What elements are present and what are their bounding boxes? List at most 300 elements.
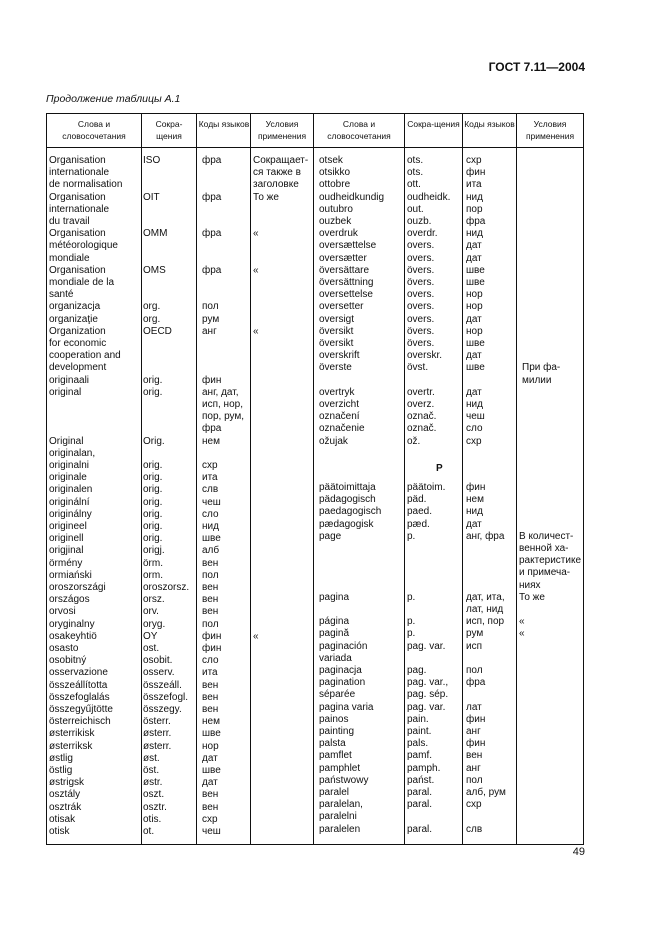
column-divider xyxy=(404,113,405,845)
abbreviation-cell: org. xyxy=(143,313,161,325)
word-cell: origjinal xyxy=(49,545,84,557)
word-cell: overzicht xyxy=(319,399,360,410)
center-divider xyxy=(313,113,314,845)
abbreviation-cell: orig. xyxy=(143,533,163,545)
language-code-cell: нем xyxy=(466,494,484,506)
abbreviation-cell: orig. xyxy=(143,472,163,484)
language-code-cell: нид xyxy=(466,506,483,518)
condition-cell: То же xyxy=(253,191,279,203)
abbreviation-cell: ISO xyxy=(143,155,161,166)
word-cell: országos xyxy=(49,594,90,606)
condition-cell: « xyxy=(253,630,259,642)
abbreviation-cell: orig. xyxy=(143,484,163,496)
abbreviation-cell: overskr. xyxy=(407,350,443,362)
word-cell: page xyxy=(319,530,342,542)
abbreviation-cell: p. xyxy=(407,591,416,603)
language-code-cell: шве xyxy=(466,362,485,374)
word-cell: originaali xyxy=(49,374,90,386)
word-cell: mondiale xyxy=(49,252,90,264)
standard-number: ГОСТ 7.11—2004 xyxy=(488,60,585,74)
language-code-cell: лат xyxy=(466,701,482,713)
abbreviation-cell: ots. xyxy=(407,155,424,166)
language-code-cell: анг, дат, xyxy=(202,386,239,398)
language-code-cell: дат xyxy=(202,752,218,764)
abbreviation-cell: oroszorsz. xyxy=(143,582,190,593)
word-cell: összefoglalás xyxy=(49,691,110,703)
language-code-cell: слв xyxy=(466,823,483,835)
word-cell: originell xyxy=(49,533,84,545)
abbreviation-cell: otis. xyxy=(143,813,162,825)
word-cell: paralelen xyxy=(319,823,361,835)
word-cell: översättning xyxy=(319,277,374,288)
condition-cell: Сокращает- xyxy=(253,155,309,166)
header-language-codes: Коды языков xyxy=(198,119,250,129)
abbreviation-cell: pamph. xyxy=(407,762,441,774)
language-code-cell: дат xyxy=(466,252,482,264)
word-cell: paedagogisch xyxy=(319,506,382,518)
language-code-cell: схр xyxy=(202,460,218,471)
word-cell: paginación xyxy=(319,640,368,652)
abbreviation-cell: övers. xyxy=(407,325,435,337)
abbreviation-cell: pamf. xyxy=(407,750,433,762)
language-code-cell: фра xyxy=(202,264,222,276)
word-cell: pagina xyxy=(319,591,350,603)
abbreviation-cell: p. xyxy=(407,616,416,628)
header-language-codes: Коды языков xyxy=(464,119,515,129)
condition-cell: и примеча- xyxy=(519,567,571,579)
abbreviation-cell: p. xyxy=(407,530,416,542)
word-cell: originální xyxy=(49,496,90,508)
language-code-cell: фра xyxy=(202,423,222,435)
abbreviation-cell: østr. xyxy=(143,777,163,789)
language-code-cell: нид xyxy=(466,399,483,410)
abbreviation-cell: overs. xyxy=(407,252,435,264)
language-code-cell: схр xyxy=(466,155,482,166)
language-code-cell: алб, рум xyxy=(466,787,506,798)
language-code-cell: сло xyxy=(202,655,219,667)
word-cell: österreichisch xyxy=(49,716,111,728)
abbreviation-cell: orm. xyxy=(143,569,163,581)
abbreviation-cell: OMM xyxy=(143,228,168,240)
abbreviation-cell: państ. xyxy=(407,774,435,786)
word-cell: variada xyxy=(319,652,352,664)
abbreviation-cell: összegy. xyxy=(143,704,182,715)
word-cell: pædagogisk xyxy=(319,518,374,530)
abbreviation-cell: paral. xyxy=(407,799,433,811)
word-cell: overtryk xyxy=(319,386,355,398)
word-cell: Original xyxy=(49,435,84,447)
language-code-cell: анг xyxy=(202,325,217,337)
abbreviation-cell: päätoim. xyxy=(407,482,446,493)
abbreviation-cell: örm. xyxy=(143,557,163,569)
language-code-cell: сло xyxy=(202,508,219,520)
word-cell: osservazione xyxy=(49,667,108,679)
abbreviation-cell: ost. xyxy=(143,643,160,654)
word-cell: for economic xyxy=(49,338,107,349)
word-cell: oversettelse xyxy=(319,289,373,301)
word-cell: organizacja xyxy=(49,301,101,313)
language-code-cell: ита xyxy=(202,472,218,484)
condition-cell: То же xyxy=(519,591,545,603)
word-cell: otisak xyxy=(49,813,76,825)
condition-cell: рактеристике xyxy=(519,555,582,567)
abbreviation-cell: Orig. xyxy=(143,435,165,447)
word-cell: østlig xyxy=(49,752,73,764)
language-code-cell: анг, фра xyxy=(466,530,505,542)
condition-cell: В количест- xyxy=(519,530,574,542)
word-cell: oudheidkundig xyxy=(319,191,385,203)
word-cell: pädagogisch xyxy=(319,494,376,506)
word-cell: otisk xyxy=(49,826,70,837)
abbreviation-cell: pain. xyxy=(407,713,429,725)
word-cell: overskrift xyxy=(319,350,360,362)
abbreviation-cell: ož. xyxy=(407,435,421,447)
language-code-cell: пор, рум, xyxy=(202,411,245,423)
abbreviation-cell: østerr. xyxy=(143,740,172,752)
header-abbreviations: Сокра-щения xyxy=(407,119,460,129)
language-code-cell: фин xyxy=(466,713,486,725)
condition-cell: « xyxy=(253,228,259,240)
word-cell: orvosi xyxy=(49,606,76,618)
language-code-cell: вен xyxy=(202,594,219,606)
word-cell: painos xyxy=(319,713,349,725)
language-code-cell: алб xyxy=(202,545,220,557)
language-code-cell: чеш xyxy=(466,411,485,423)
word-cell: outubro xyxy=(319,203,353,215)
table-caption: Продолжение таблицы А.1 xyxy=(46,93,181,105)
word-cell: oversetter xyxy=(319,301,364,313)
column-divider xyxy=(141,113,142,845)
abbreviation-cell: osztr. xyxy=(143,801,167,813)
language-code-cell: пол xyxy=(466,665,483,676)
language-code-cell: анг xyxy=(466,726,481,737)
word-cell: paralelan, xyxy=(319,799,363,811)
language-code-cell: анг xyxy=(466,762,481,774)
language-code-cell: фин xyxy=(466,738,486,750)
language-code-cell: шве xyxy=(202,533,221,545)
language-code-cell: шве xyxy=(466,277,485,288)
column-divider xyxy=(196,113,197,845)
language-code-cell: нор xyxy=(202,740,219,752)
language-code-cell: вен xyxy=(202,606,219,618)
word-cell: palsta xyxy=(319,738,346,750)
language-code-cell: чеш xyxy=(202,496,221,508)
word-cell: østerrikisk xyxy=(49,728,95,740)
language-code-cell: вен xyxy=(202,679,219,691)
word-cell: översättare xyxy=(319,264,370,276)
word-cell: označení xyxy=(319,411,360,423)
word-cell: internationale xyxy=(49,203,110,215)
language-code-cell: фин xyxy=(202,374,222,386)
abbreviation-cell: origj. xyxy=(143,545,165,557)
abbreviation-cell: paral. xyxy=(407,787,433,798)
language-code-cell: вен xyxy=(202,801,219,813)
language-code-cell: слв xyxy=(202,484,219,496)
language-code-cell: дат xyxy=(466,386,482,398)
abbreviation-cell: orig. xyxy=(143,460,163,471)
abbreviation-cell: označ. xyxy=(407,423,437,435)
abbreviation-cell: overtr. xyxy=(407,386,435,398)
abbreviation-cell: paed. xyxy=(407,506,433,518)
abbreviation-cell: összeáll. xyxy=(143,679,182,691)
language-code-cell: фра xyxy=(466,677,486,689)
language-code-cell: лат, нид xyxy=(466,604,504,615)
abbreviation-cell: orsz. xyxy=(143,594,165,606)
word-cell: pagină xyxy=(319,628,350,640)
abbreviation-cell: összefogl. xyxy=(143,691,189,703)
language-code-cell: вен xyxy=(202,704,219,715)
word-cell: ouzbek xyxy=(319,216,352,227)
language-code-cell: сло xyxy=(466,423,483,435)
abbreviation-cell: overs. xyxy=(407,313,435,325)
language-code-cell: шве xyxy=(466,338,485,349)
abbreviation-cell: oryg. xyxy=(143,618,166,630)
language-code-cell: рум xyxy=(466,628,484,640)
header-conditions: Условия применения xyxy=(525,119,575,141)
word-cell: østerriksk xyxy=(49,740,93,752)
language-code-cell: фра xyxy=(202,191,222,203)
abbreviation-cell: övers. xyxy=(407,277,435,288)
word-cell: osztrák xyxy=(49,801,82,813)
language-code-cell: фин xyxy=(202,643,222,654)
abbreviation-cell: pag. var. xyxy=(407,701,446,713)
word-cell: original xyxy=(49,386,82,398)
abbreviation-cell: öst. xyxy=(143,765,160,776)
abbreviation-cell: označ. xyxy=(407,411,437,423)
language-code-cell: пол xyxy=(202,618,219,630)
word-cell: ormiański xyxy=(49,569,92,581)
language-code-cell: вен xyxy=(202,557,219,569)
word-cell: översikt xyxy=(319,325,354,337)
page-number: 49 xyxy=(572,846,585,858)
language-code-cell: ита xyxy=(202,667,218,679)
language-code-cell: нид xyxy=(466,191,483,203)
column-divider xyxy=(250,113,251,845)
abbreviation-cell: øst. xyxy=(143,752,160,764)
word-cell: météorologique xyxy=(49,240,118,252)
abbreviation-cell: oudheidk. xyxy=(407,191,451,203)
language-code-cell: фин xyxy=(466,167,486,179)
word-cell: oroszországi xyxy=(49,582,106,593)
word-cell: originalan, xyxy=(49,447,96,459)
word-cell: originalen xyxy=(49,484,93,496)
word-cell: mondiale de la xyxy=(49,277,115,288)
abbreviation-cell: ots. xyxy=(407,167,424,179)
abbreviation-cell: pag. sép. xyxy=(407,689,449,701)
condition-cell: « xyxy=(519,616,525,628)
word-cell: paralelni xyxy=(319,811,357,823)
abbreviation-cell: OIT xyxy=(143,191,160,203)
section-letter-p: P xyxy=(436,463,443,474)
abbreviation-cell: OECD xyxy=(143,325,172,337)
word-cell: oversætter xyxy=(319,252,367,264)
word-cell: pamflet xyxy=(319,750,352,762)
word-cell: Organisation xyxy=(49,155,106,166)
language-code-cell: нор xyxy=(466,325,483,337)
column-divider xyxy=(462,113,463,845)
abbreviation-cell: orv. xyxy=(143,606,159,618)
language-code-cell: рум xyxy=(202,313,220,325)
word-cell: östlig xyxy=(49,765,73,776)
language-code-cell: исп xyxy=(466,640,483,652)
word-cell: Organisation xyxy=(49,191,106,203)
abbreviation-cell: orig. xyxy=(143,521,163,532)
abbreviation-cell: p. xyxy=(407,628,416,640)
word-cell: oversættelse xyxy=(319,240,377,252)
language-code-cell: дат xyxy=(466,518,482,530)
language-code-cell: фин xyxy=(466,482,486,493)
language-code-cell: исп, нор, xyxy=(202,399,243,410)
language-code-cell: исп, пор xyxy=(466,616,505,628)
table-frame xyxy=(46,113,584,845)
word-cell: originale xyxy=(49,472,87,484)
abbreviation-cell: pag. var., xyxy=(407,677,449,689)
word-cell: osakeyhtiö xyxy=(49,630,97,642)
header-words: Слова и словосочетания xyxy=(327,119,391,141)
word-cell: państwowy xyxy=(319,774,369,786)
language-code-cell: ита xyxy=(466,179,482,191)
language-code-cell: пол xyxy=(202,301,219,313)
abbreviation-cell: out. xyxy=(407,203,424,215)
language-code-cell: пол xyxy=(466,774,483,786)
abbreviation-cell: österr. xyxy=(143,716,171,728)
header-words: Слова и словосочетания xyxy=(62,119,126,141)
language-code-cell: нид xyxy=(202,521,219,532)
abbreviation-cell: orig. xyxy=(143,386,163,398)
word-cell: osztály xyxy=(49,789,81,801)
word-cell: santé xyxy=(49,289,74,301)
language-code-cell: пор xyxy=(466,203,483,215)
language-code-cell: шве xyxy=(202,765,221,776)
word-cell: paginacja xyxy=(319,665,362,676)
abbreviation-cell: ouzb. xyxy=(407,216,432,227)
abbreviation-cell: overz. xyxy=(407,399,435,410)
word-cell: cooperation and xyxy=(49,350,121,362)
language-code-cell: фра xyxy=(466,216,486,227)
word-cell: överste xyxy=(319,362,352,374)
word-cell: otsek xyxy=(319,155,343,166)
word-cell: Organisation xyxy=(49,228,106,240)
word-cell: összegyűjtötte xyxy=(49,704,113,715)
language-code-cell: фин xyxy=(202,630,222,642)
language-code-cell: схр xyxy=(466,435,482,447)
language-code-cell: схр xyxy=(466,799,482,811)
language-code-cell: шве xyxy=(202,728,221,740)
word-cell: séparée xyxy=(319,689,356,701)
language-code-cell: пол xyxy=(202,569,219,581)
word-cell: ottobre xyxy=(319,179,351,191)
header-conditions: Условия применения xyxy=(257,119,307,141)
condition-cell: « xyxy=(253,325,259,337)
word-cell: pagina varia xyxy=(319,701,374,713)
language-code-cell: схр xyxy=(202,813,218,825)
column-divider xyxy=(516,113,517,845)
abbreviation-cell: övers. xyxy=(407,264,435,276)
word-cell: pagination xyxy=(319,677,366,689)
word-cell: osobitný xyxy=(49,655,87,667)
abbreviation-cell: orig. xyxy=(143,374,163,386)
word-cell: originalni xyxy=(49,460,90,471)
word-cell: página xyxy=(319,616,350,628)
language-code-cell: шве xyxy=(466,264,485,276)
abbreviation-cell: orig. xyxy=(143,496,163,508)
word-cell: østrigsk xyxy=(49,777,84,789)
word-cell: ožujak xyxy=(319,435,348,447)
language-code-cell: нор xyxy=(466,301,483,313)
abbreviation-cell: osserv. xyxy=(143,667,175,679)
language-code-cell: дат, ита, xyxy=(466,591,505,603)
language-code-cell: вен xyxy=(202,789,219,801)
word-cell: örmény xyxy=(49,557,83,569)
language-code-cell: нид xyxy=(466,228,483,240)
abbreviation-cell: paint. xyxy=(407,726,432,737)
word-cell: overdruk xyxy=(319,228,358,240)
word-cell: označenie xyxy=(319,423,365,435)
abbreviation-cell: OY xyxy=(143,630,158,642)
word-cell: összeállította xyxy=(49,679,108,691)
abbreviation-cell: OMS xyxy=(143,264,166,276)
abbreviation-cell: orig. xyxy=(143,508,163,520)
language-code-cell: вен xyxy=(466,750,483,762)
condition-cell: « xyxy=(253,264,259,276)
word-cell: development xyxy=(49,362,107,374)
condition-cell: При фа- xyxy=(522,362,561,374)
condition-cell: ся также в xyxy=(253,167,301,179)
abbreviation-cell: ot. xyxy=(143,826,155,837)
word-cell: origineel xyxy=(49,521,87,532)
abbreviation-cell: pag. xyxy=(407,665,427,676)
abbreviation-cell: org. xyxy=(143,301,161,313)
abbreviation-cell: oszt. xyxy=(143,789,165,801)
language-code-cell: дат xyxy=(202,777,218,789)
abbreviation-cell: paral. xyxy=(407,823,433,835)
word-cell: painting xyxy=(319,726,355,737)
word-cell: oryginalny xyxy=(49,618,95,630)
language-code-cell: фра xyxy=(202,155,222,166)
word-cell: Organisation xyxy=(49,264,106,276)
abbreviation-cell: övst. xyxy=(407,362,429,374)
abbreviation-cell: ott. xyxy=(407,179,421,191)
language-code-cell: вен xyxy=(202,691,219,703)
condition-cell: ниях xyxy=(519,579,541,591)
abbreviation-cell: overs. xyxy=(407,301,435,313)
abbreviation-cell: overs. xyxy=(407,240,435,252)
word-cell: de normalisation xyxy=(49,179,123,191)
abbreviation-cell: övers. xyxy=(407,338,435,349)
word-cell: du travail xyxy=(49,216,90,227)
language-code-cell: дат xyxy=(466,350,482,362)
language-code-cell: вен xyxy=(202,582,219,593)
language-code-cell: дат xyxy=(466,240,482,252)
abbreviation-cell: pag. var. xyxy=(407,640,446,652)
abbreviation-cell: overs. xyxy=(407,289,435,301)
word-cell: översikt xyxy=(319,338,354,349)
language-code-cell: чеш xyxy=(202,826,221,837)
word-cell: pamphlet xyxy=(319,762,361,774)
condition-cell: заголовке xyxy=(253,179,299,191)
abbreviation-cell: päd. xyxy=(407,494,427,506)
word-cell: originálny xyxy=(49,508,92,520)
word-cell: internationale xyxy=(49,167,110,179)
condition-cell: милии xyxy=(522,374,552,386)
word-cell: oversigt xyxy=(319,313,355,325)
word-cell: Organization xyxy=(49,325,106,337)
language-code-cell: нор xyxy=(466,289,483,301)
abbreviation-cell: pals. xyxy=(407,738,429,750)
condition-cell: венной ха- xyxy=(519,543,569,554)
abbreviation-cell: østerr. xyxy=(143,728,172,740)
abbreviation-cell: overdr. xyxy=(407,228,438,240)
